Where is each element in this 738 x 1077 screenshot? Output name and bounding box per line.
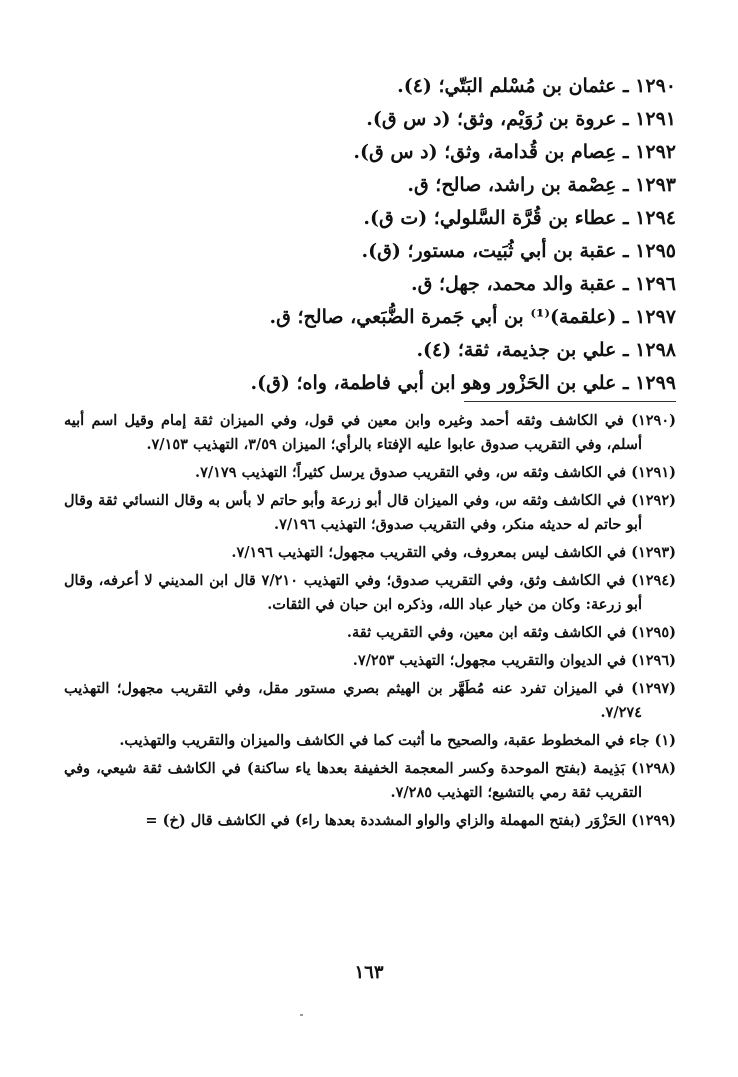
footnote-1295: (١٢٩٥) في الكاشف وثقه ابن معين، وفي التقريب ثقة. xyxy=(346,624,676,641)
footnote-1294: (١٢٩٤) في الكاشف وثق، وفي التقريب صدوق؛ وفي التهذيب ٧/٢١٠ قال ابن المديني لا أعرفه، وقال أبو زرعة: وكان من خيار عباد الله، وذكره ابن حبان في الثقات. xyxy=(64,572,676,613)
entry-list xyxy=(196,70,676,400)
entry-1293: ١٢٩٣ ـ عِصْمة بن راشد، صالح؛ ق. xyxy=(407,174,676,196)
entry-1292: ١٢٩٢ ـ عِصام بن قُدامة، وثق؛ (د س ق). xyxy=(353,141,676,163)
entry-1296: ١٢٩٦ ـ عقبة والد محمد، جهل؛ ق. xyxy=(411,273,676,295)
entry-1299: ١٢٩٩ ـ علي بن الحَزْور وهو ابن أبي فاطمة، واه؛ (ق). xyxy=(250,372,676,394)
page-number: ١٦٣ xyxy=(354,962,384,983)
footnote-1293: (١٢٩٣) في الكاشف ليس بمعروف، وفي التقريب مجهول؛ التهذيب ٧/١٩٦. xyxy=(231,544,676,561)
footnote-1: (١) جاء في المخطوط عقبة، والصحيح ما أثبت كما في الكاشف والميزان والتقريب والتهذيب. xyxy=(119,732,676,749)
entry-1295: ١٢٩٥ ـ عقبة بن أبي ثُبَيت، مستور؛ (ق). xyxy=(361,240,676,262)
footnotes xyxy=(64,409,676,837)
footnote-separator xyxy=(464,401,676,402)
entry-1298: ١٢٩٨ ـ علي بن جذيمة، ثقة؛ (٤). xyxy=(416,339,676,361)
footnote-1296: (١٢٩٦) في الديوان والتقريب مجهول؛ التهذيب ٧/٢٥٣. xyxy=(352,652,676,669)
footnote-1292: (١٢٩٢) في الكاشف وثقه س، وفي الميزان قال أبو زرعة وأبو حاتم لا بأس به وقال النسائي ثقة وقال أبو حاتم له حديثه منكر، وفي التقريب صدوق؛ التهذيب ٧/١٩٦. xyxy=(64,492,676,533)
footnote-1290: (١٢٩٠) في الكاشف وثقه أحمد وغيره وابن معين في قول، وفي الميزان ثقة إمام وقيل اسم أبيه أسلم، وفي التقريب صدوق عابوا عليه الإفتاء بالرأي؛ الميزان ٣/٥٩، التهذيب ٧/١٥٣. xyxy=(64,412,676,453)
entry-1294: ١٢٩٤ ـ عطاء بن قُرَّة السَّلولي؛ (ت ق). xyxy=(363,207,676,229)
footnote-1291: (١٢٩١) في الكاشف وثقه س، وفي التقريب صدوق يرسل كثيراً؛ التهذيب ٧/١٧٩. xyxy=(195,464,676,481)
scan-speck xyxy=(300,1014,303,1016)
footnote-1298: (١٢٩٨) بَذِيمة (بفتح الموحدة وكسر المعجمة الخفيفة بعدها ياء ساكنة) في الكاشف ثقة شيعي، وفي التقريب ثقة رمي بالتشيع؛ التهذيب ٧/٢٨٥. xyxy=(64,760,676,801)
footnote-1297: (١٢٩٧) في الميزان تفرد عنه مُطَهَّر بن الهيثم بصري مستور مقل، وفي التقريب مجهول؛ التهذيب ٧/٢٧٤. xyxy=(64,680,676,721)
entry-1290: ١٢٩٠ ـ عثمان بن مُسْلم البَتّي؛ (٤). xyxy=(397,75,676,97)
entry-1291: ١٢٩١ ـ عروة بن رُوَيْم، وثق؛ (د س ق). xyxy=(366,108,676,130)
footnote-1299: (١٢٩٩) الحَزْوَر (بفتح المهملة والزاي والواو المشددة بعدها راء) في الكاشف قال (خ) = xyxy=(145,812,676,829)
entry-1297: ١٢٩٧ ـ (علقمة)⁽¹⁾ بن أبي جَمرة الضُّبَعي، صالح؛ ق. xyxy=(269,306,676,328)
